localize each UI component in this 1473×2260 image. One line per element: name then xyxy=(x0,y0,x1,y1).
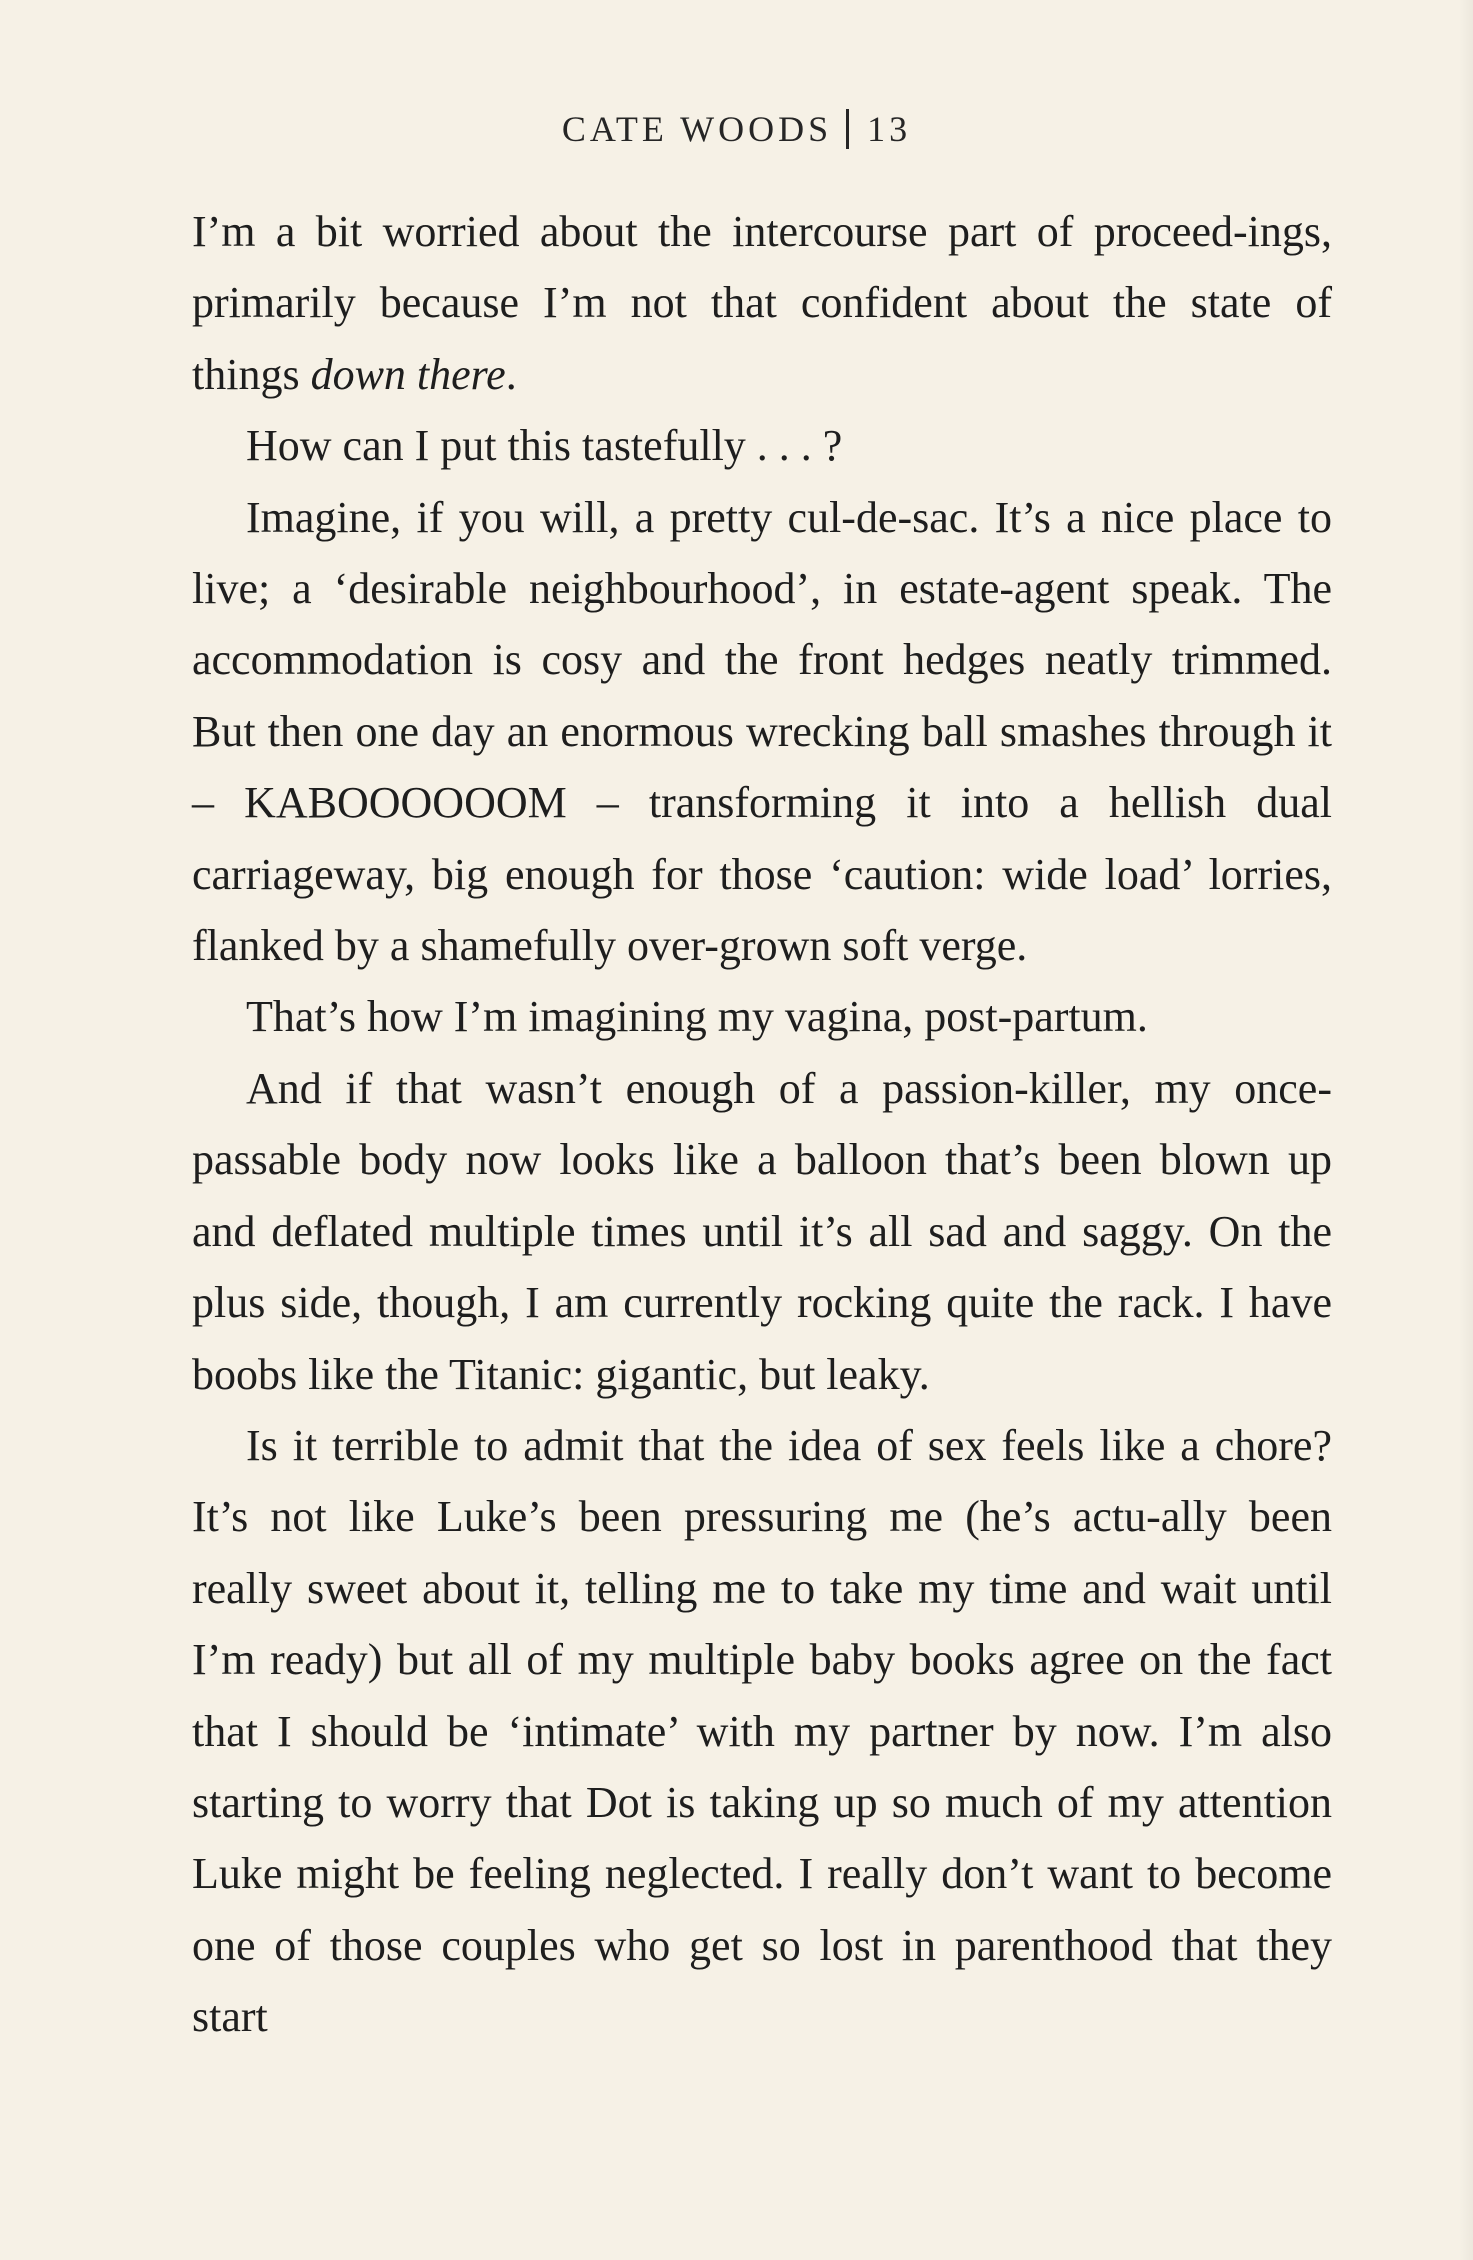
running-header xyxy=(0,108,1473,150)
paragraph-5: And if that wasn’t enough of a passion-killer, my once-passable body now looks like a balloon that’s been blown up and deflated multiple times until it’s all sad and saggy. On the plus side, though, I am currently rocking quite the rack. I have boobs like the Titanic: gigantic, but leaky. xyxy=(192,1063,1332,1399)
page-number: 13 xyxy=(867,109,912,149)
author-name: CATE WOODS xyxy=(561,109,833,149)
paragraph-1-text: I’m a bit worried about the intercourse part of proceed-ings, primarily because I’m not that confident about the state of things xyxy=(192,207,1332,399)
paragraph-4: That’s how I’m imagining my vagina, post-partum. xyxy=(246,992,1148,1042)
paragraph-1-italic: down there xyxy=(310,349,506,399)
header-separator xyxy=(846,109,849,149)
body-text xyxy=(192,196,1332,2053)
paragraph-6: Is it terrible to admit that the idea of sex feels like a chore? It’s not like Luke’s been pressuring me (he’s actu-ally been really sweet about it, telling me to take my time and wait until I’m ready) but all of my multiple baby books agree on the fact that I should be ‘intimate’ with my partner by now. I’m also starting to worry that Dot is taking up so much of my attention Luke might be feeling neglected. I really don’t want to become one of those couples who get so lost in parenthood that they start xyxy=(192,1420,1332,2042)
paragraph-1-end: . xyxy=(505,349,517,399)
page-edge-shadow xyxy=(1459,0,1473,2260)
paragraph-2: How can I put this tastefully . . . ? xyxy=(246,421,843,471)
paragraph-1 xyxy=(192,196,1332,410)
paragraph-3: Imagine, if you will, a pretty cul-de-sac. It’s a nice place to live; a ‘desirable neighbourhood’, in estate-agent speak. The accommodation is cosy and the front hedges neatly trimmed. But then one day an enormous wrecking ball smashes through it – KABOOOOOOM – transforming it into a hellish dual carriageway, big enough for those ‘caution: wide load’ lorries, flanked by a shamefully over-grown soft verge. xyxy=(192,492,1332,971)
